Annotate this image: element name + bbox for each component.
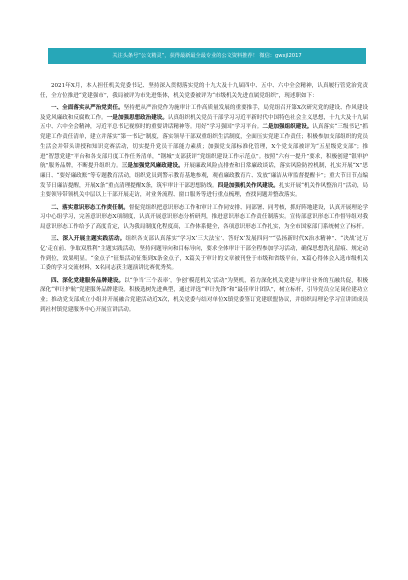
paragraph-text: 督促党组织把意识形态工作和审计工作同安排、同部署、同考核，抓好阵地建设，认真开展理论学习中心组学习，完善意识形态X项制度，认真开展意识形态分析研判，推进意识形态工作责任制落实。宣传部意识形态工作督导组对我局意识形态工作给予了高度肯定，认为我局制度化程度高，工作体系健全，各项意识形态工作扎实，为全市国家部门系统树立了标杆。 xyxy=(40,204,369,231)
promo-banner[interactable] xyxy=(48,48,366,64)
paragraph-text: 开展廉政风险点排查和日常廉政谈话，落实风险防控机制，扎实开展“X”思廉日、“要好廉政账”等专题教育活动，组织党员到警示教育基地参观，观看廉政教育片、发放“廉洁从审监督提醒卡”；重大节日节点编发节日廉洁提醒，开展X条“重点清理提醒X条，筑牢审计干部思想防线。 xyxy=(40,163,369,189)
paragraph-text: 2021年X月，本人担任机关党委书记、坚持深入贯彻落实党的十九大及十九届四中、五中、六中全会精神，认真履行管党治党责任，全方位推进“党建强市”，我局被评为市先进集体，机关党委被评为“市级机关先进直属党组织”，现述职如下： xyxy=(40,83,368,99)
paragraph-text: 以“争当‘三个表率’，争创‘模范机关’活动”为契机，着力深化机关党建与审计业务的互融共促，积极深化“审计护航”党建服务品牌建设。积极选树先进典型，通过评选“审计先锋”和“最佳审计团队”，树立标杆，引导党员立足岗位建功立业；推动党支部成立小组并开展融合党建活动近X次，机关党委与结对单位X镇党委签订党建联盟协议，并组织局理论学习宣讲团成员到社村镇党建服务中心开展宣讲活动。 xyxy=(40,277,368,313)
paragraph xyxy=(40,235,368,274)
paragraph xyxy=(40,104,368,201)
paragraph xyxy=(40,204,368,233)
section-heading: 一是加强思想政治建设。 xyxy=(106,114,168,121)
section-heading: 三、深入开展主题实践活动。 xyxy=(51,236,126,243)
paragraph xyxy=(40,277,368,316)
section-heading: 四、深化党建服务品牌建设。 xyxy=(51,277,125,284)
section-heading: 四是加强机关作风建设。 xyxy=(217,182,279,189)
paragraph-text: 扎实开展“机关作风整治月”活动，局主要领导带领机关中层以上干部开展走访，对业务流程、窗口服务等进行重点梳理，查找问题并整改落实。 xyxy=(40,182,369,199)
paragraph-text: 坚持把从严治党作为施审计工作高质量发展的重要推手，局党组召开第X次研究党的建设、作风建设及党风廉政和反腐败工作。 xyxy=(40,105,368,121)
paragraph-text: 认真落实“三级书记”抓党建工作责任清单，建立并落实“第一书记”制度，落实领导干部双重组织生活制度，全面压实党建工作责任；积极参加支部组织的党员生活会并带头讲授和知识竞赛活动，切实提升党员干部能力素质；加强党支部标准化管理，X个党支部被评为“五星级党支部”；推进“智慧党建”平台和各支部月度工作任务清单，“钢城”支部获评“党组织建设工作示范点”。按照“六有一提升”要求，积极创建“银审护航”服务品牌，不断提升组织力。 xyxy=(40,124,369,170)
document-body xyxy=(40,82,368,318)
section-heading: 一、全面落实从严治党责任。 xyxy=(51,105,124,111)
paragraph xyxy=(40,82,368,101)
section-heading: 三是加强党风廉政建设。 xyxy=(121,163,184,170)
section-heading: 二是加强组织建设。 xyxy=(262,124,313,131)
paragraph-text: 组织各支部认真落实“学习X‘三大法宝’、答好X‘发展四问’”“弘扬新时代X治水精神”、“决战‘过万亿’走在前、争取双胜利”主题实践活动，坚持问题导向和目标导向，要求全体审计干部全程参加学习活动，确保思想洗礼留痕、规定动作到位，效果明显。“金点子”征集活动征集到X条金点子，X篇关于审计的文章被刊登于市级和省级平台，X篇心得体会入选市级机关工委的学习交流材料，X名同志获主题演讲比赛优秀奖。 xyxy=(40,236,369,272)
paragraph-text: 认真组织机关党员干部学习习近平新时代中国特色社会主义思想，十九大及十九届五中、六中全会精神，习近平总书记视察时的重要讲话精神等。用好“学习强国”学习平台。 xyxy=(40,114,369,131)
banner-text: 关注头条号“公文精灵”，获得最新最全最专业的公文资料推荐！ 微信：gwxjl2017 xyxy=(112,53,302,59)
section-heading: 二、落实意识形态工作责任制。 xyxy=(51,204,129,211)
